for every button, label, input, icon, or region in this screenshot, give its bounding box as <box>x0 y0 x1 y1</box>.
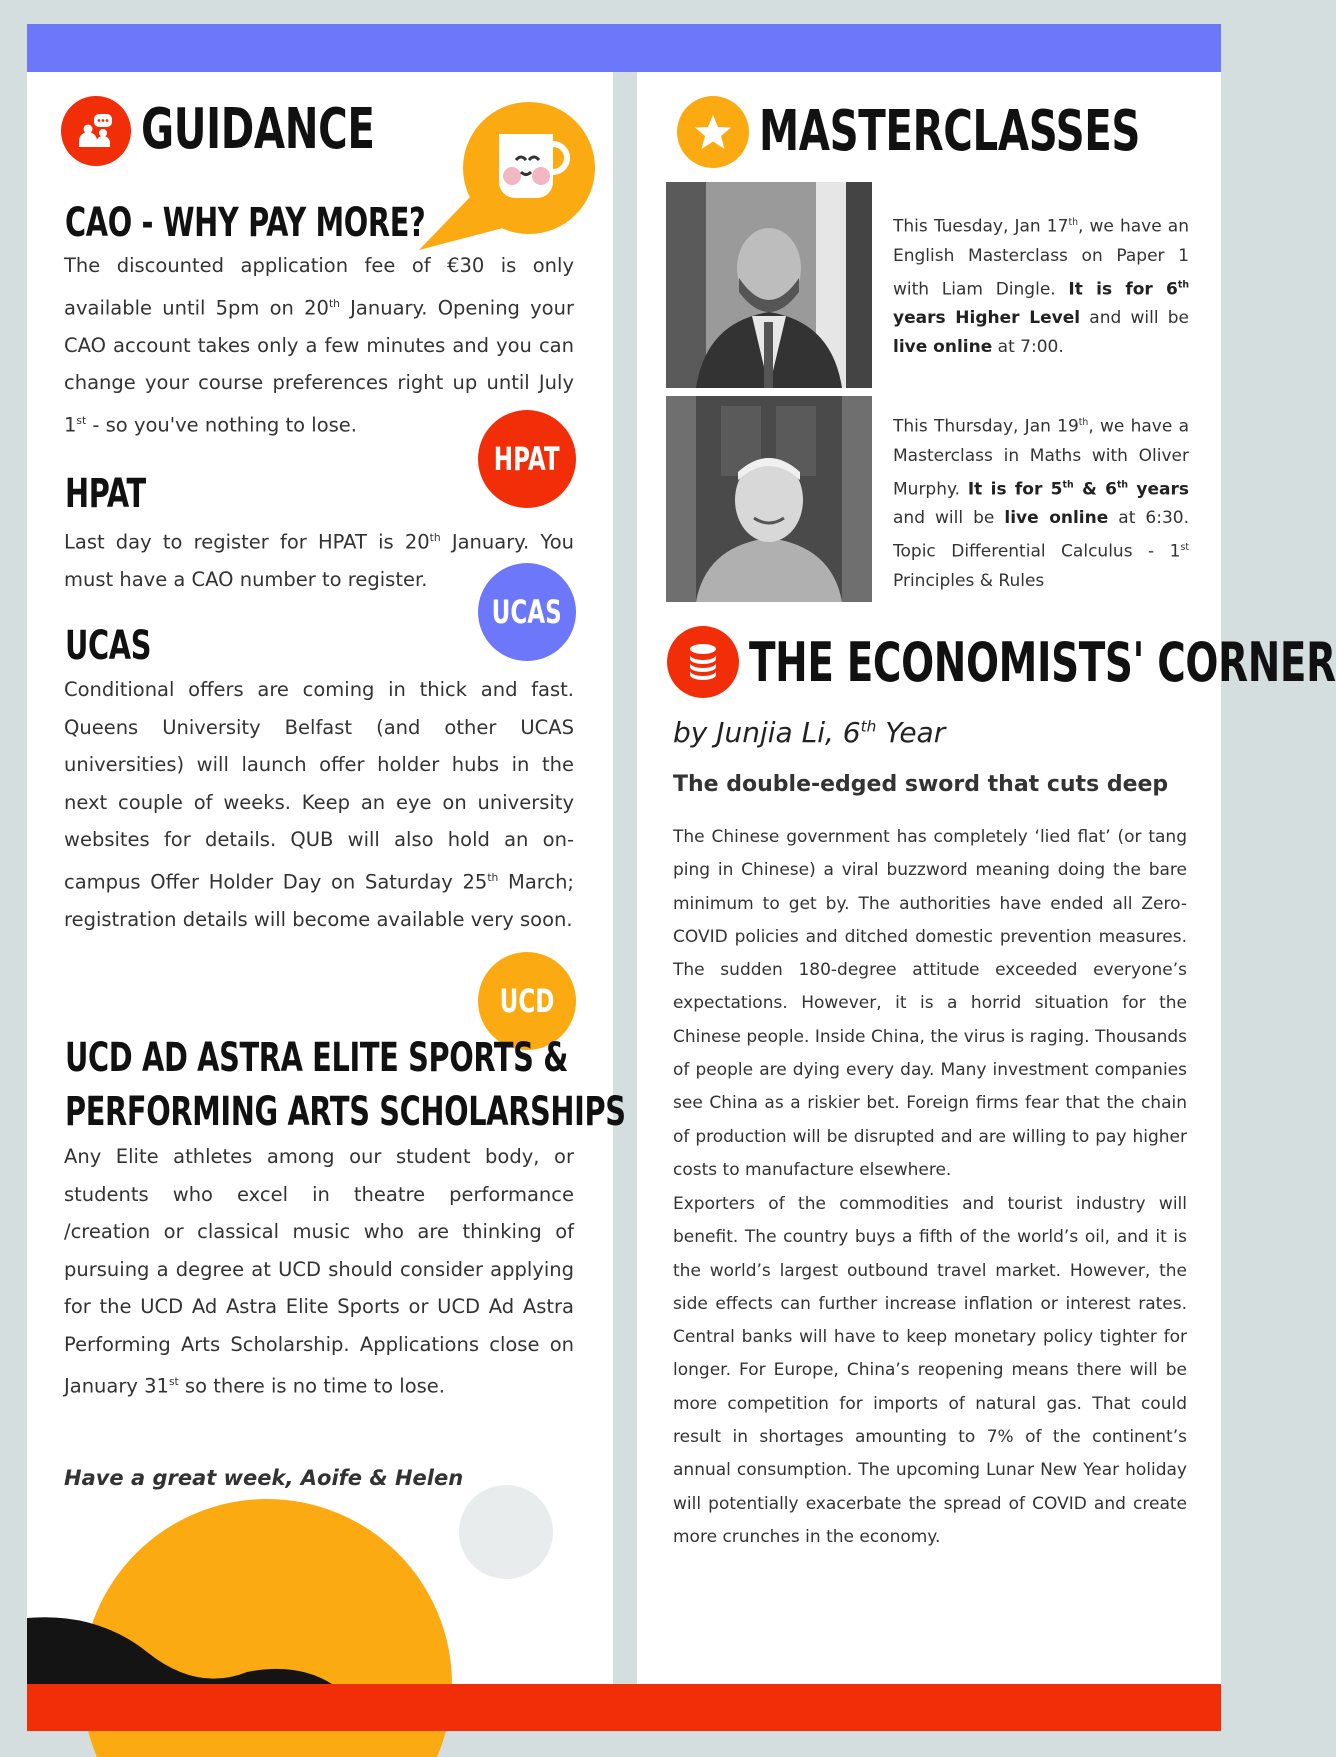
ucas-body: Conditional offers are coming in thick and fast. Queens University Belfast (and other UCAS universities) will launch offer holder hubs in the next couple of weeks. Keep an eye on university websites for details. QUB will also hold an on-campus Offer Holder Day on Saturday 25th March; registration details will become available very soon. <box>64 678 575 931</box>
ucd-heading-line2: PERFORMING ARTS SCHOLARSHIPS <box>65 1089 626 1135</box>
ucd-heading-line1: UCD AD ASTRA ELITE SPORTS & <box>65 1035 568 1081</box>
hpat-body: Last day to register for HPAT is 20th January. You must have a CAO number to register. <box>64 530 574 591</box>
man-in-suit-portrait <box>666 182 872 388</box>
masterclass-maths: This Thursday, Jan 19th, we have a Masterclass in Maths with Oliver Murphy. It is for 5th & 6th years and will be live online at 6:30. Topic Differential Calculus - 1st Principles & Rules <box>893 416 1189 591</box>
coffee-cup-icon <box>419 100 599 256</box>
cao-heading: CAO - WHY PAY MORE? <box>65 200 426 246</box>
decorative-shapes <box>27 1472 613 1684</box>
hpat-badge: HPAT <box>478 410 576 508</box>
coin-stack-icon <box>667 626 739 698</box>
cao-body: The discounted application fee of €30 is only available until 5pm on 20th January. Opening your CAO account takes only a few minutes and you can change your course preferences right up until July 1st - so you've nothing to lose. <box>64 254 574 436</box>
signoff: Have a great week, Aoife & Helen <box>64 1466 464 1490</box>
guidance-column <box>27 72 626 1684</box>
ucd-body: Any Elite athletes among our student body, or students who excel in theatre performance /creation or classical music who are thinking of pursuing a degree at UCD should consider applying for the UCD Ad Astra Elite Sports or UCD Ad Astra Performing Arts Scholarship. Applications close on January 31st so there is no time to lose. <box>64 1145 574 1398</box>
guidance-title: GUIDANCE <box>141 97 375 162</box>
ucas-badge: UCAS <box>478 563 576 661</box>
hpat-heading: HPAT <box>65 471 146 517</box>
economists-byline: by Junjia Li, 6th Year <box>673 716 946 749</box>
economists-subhead: The double-edged sword that cuts deep <box>673 772 1169 797</box>
economists-title: THE ECONOMISTS' CORNER <box>749 631 1336 694</box>
masterclass-english: This Tuesday, Jan 17th, we have an English Masterclass on Paper 1 with Liam Dingle. It is for 6th years Higher Level and will be live online at 7:00. <box>893 216 1189 358</box>
ucas-heading: UCAS <box>65 623 152 669</box>
right-column <box>637 72 1336 1684</box>
top-banner <box>27 24 1221 72</box>
people-chat-icon <box>61 96 131 166</box>
star-icon <box>677 96 749 168</box>
ucd-badge: UCD <box>478 952 576 1050</box>
bottom-banner <box>27 1684 1221 1731</box>
older-man-portrait <box>666 396 872 602</box>
masterclasses-title: MASTERCLASSES <box>759 99 1141 164</box>
economists-paragraph-2: Exporters of the commodities and tourist industry will benefit. The country buys a fifth of the world’s oil, and it is the world’s largest outbound travel market. However, the side effects can further increase inflation or interest rates. Central banks will have to keep monetary policy tighter for longer. For Europe, China’s reopening means there will be more competition for imports of natural gas. That could result in shortages amounting to 7% of the continent’s annual consumption. The upcoming Lunar New Year holiday will potentially exacerbate the spread of COVID and create more crunches in the economy. <box>673 1194 1187 1547</box>
economists-paragraph-1: The Chinese government has completely ‘lied flat’ (or tang ping in Chinese) a viral buzzword meaning doing the bare minimum to get by. The authorities have ended all Zero-COVID policies and ditched domestic prevention measures. The sudden 180-degree attitude exceeded everyone’s expectations. However, it is a horrid situation for the Chinese people. Inside China, the virus is raging. Thousands of people are dying every day. Many investment companies see China as a riskier bet. Foreign firms fear that the chain of production will be disrupted and are willing to pay higher costs to manufacture elsewhere. <box>673 827 1187 1180</box>
